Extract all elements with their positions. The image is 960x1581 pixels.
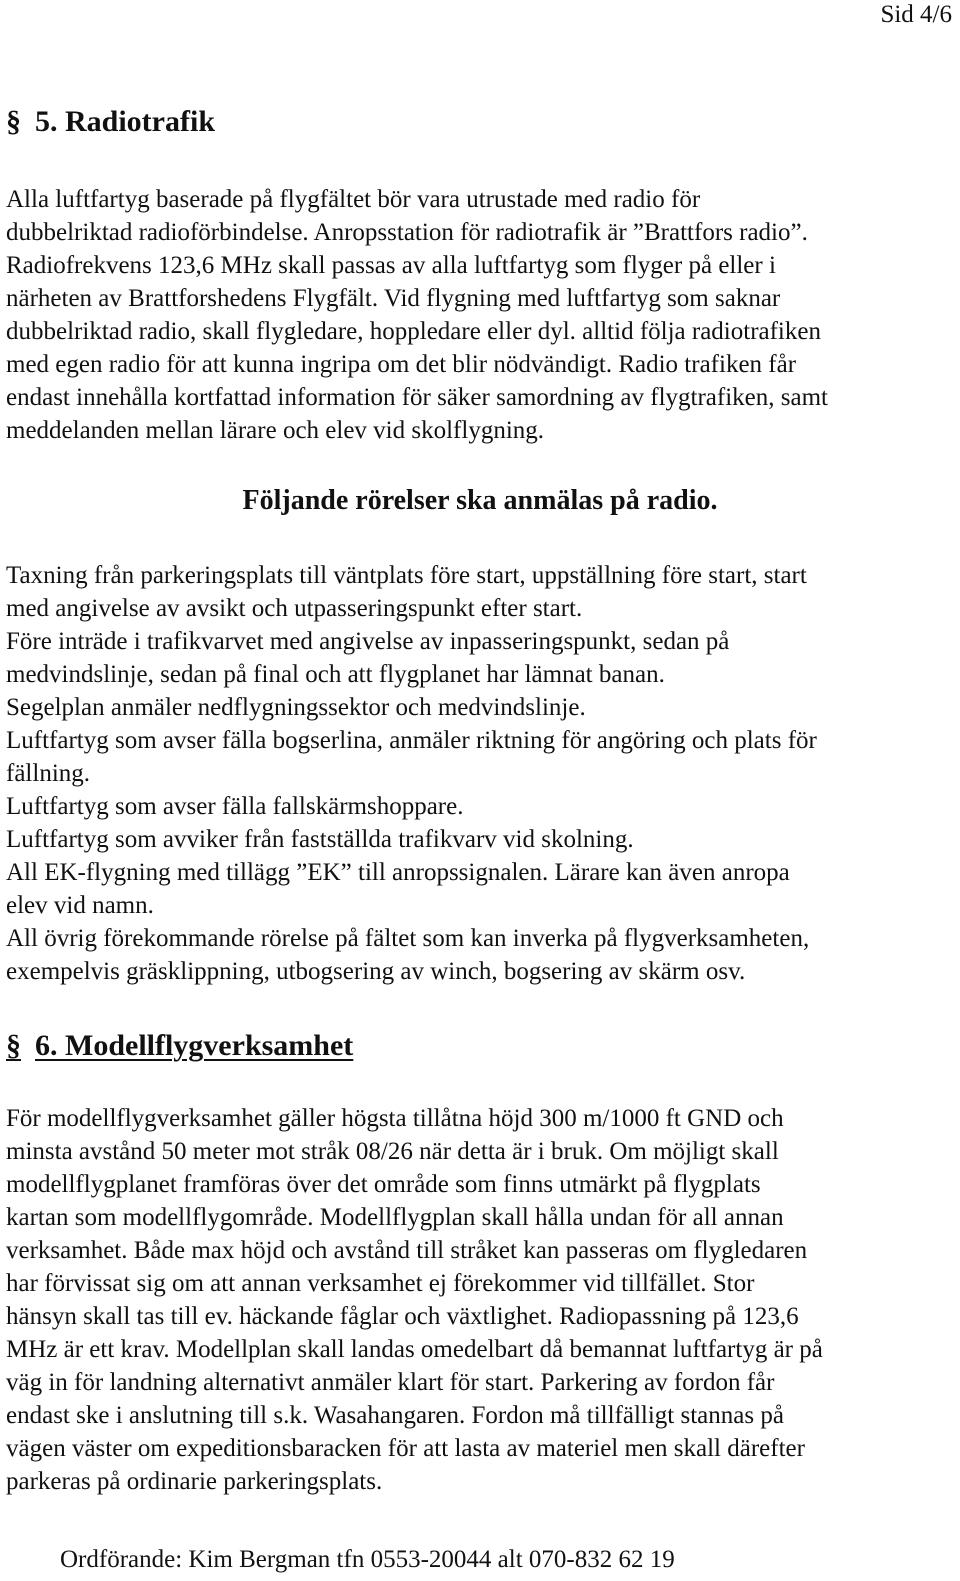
list-item-line: Luftfartyg som avviker från fastställda trafikvarv vid skolning. [6,826,634,853]
paragraph-line: väg in för landning alternativt anmäler klart för start. Parkering av fordon får [6,1369,775,1396]
footer-contact: Ordförande: Kim Bergman tfn 0553-20044 alt 070-832 62 19 [60,1546,675,1573]
paragraph-line: närheten av Brattforshedens Flygfält. Vid flygning med luftfartyg som saknar [6,285,781,312]
paragraph-line: Radiofrekvens 123,6 MHz skall passas av alla luftfartyg som flyger på eller i [6,252,776,279]
paragraph-line: minsta avstånd 50 meter mot stråk 08/26 när detta är i bruk. Om möjligt skall [6,1138,779,1165]
list-item-line: All EK-flygning med tillägg ”EK” till anropssignalen. Lärare kan även anropa [6,859,790,886]
section-symbol: § [6,1029,21,1062]
section-5-heading [6,104,215,140]
section-symbol: § [6,105,21,138]
list-item-line: Luftfartyg som avser fälla fallskärmshoppare. [6,793,464,820]
list-item-line: medvindslinje, sedan på final och att flygplanet har lämnat banan. [6,661,665,688]
section-5-paragraph [6,183,954,447]
list-item-line: elev vid namn. [6,892,154,919]
radio-reporting-subheading: Följande rörelser ska anmälas på radio. [242,485,718,516]
paragraph-line: kartan som modellflygområde. Modellflygplan skall hålla undan för all annan [6,1204,784,1231]
paragraph-line: dubbelriktad radioförbindelse. Anropsstation för radiotrafik är ”Brattfors radio”. [6,219,808,246]
paragraph-line: verksamhet. Både max höjd och avstånd till stråket kan passeras om flygledaren [6,1237,808,1264]
paragraph-line: endast ske i anslutning till s.k. Wasahangaren. Fordon må tillfälligt stannas på [6,1402,784,1429]
paragraph-line: modellflygplanet framföras över det område som finns utmärkt på flygplats [6,1171,761,1198]
paragraph-line: meddelanden mellan lärare och elev vid skolflygning. [6,417,545,444]
list-item-line: fällning. [6,760,91,787]
paragraph-line: parkeras på ordinarie parkeringsplats. [6,1468,383,1495]
page-number: Sid 4/6 [880,1,952,28]
paragraph-line: MHz är ett krav. Modellplan skall landas omedelbart då bemannat luftfartyg är på [6,1336,823,1363]
paragraph-line: vägen väster om expeditionsbaracken för att lasta av materiel men skall därefter [6,1435,805,1462]
paragraph-line: Alla luftfartyg baserade på flygfältet bör vara utrustade med radio för [6,186,701,213]
section-5-title: 5. Radiotrafik [35,105,215,138]
list-item-line: All övrig förekommande rörelse på fältet som kan inverka på flygverksamheten, [6,925,810,952]
section-6-title: 6. Modellflygverksamhet [35,1029,354,1062]
list-item-line: exempelvis gräsklippning, utbogsering av winch, bogsering av skärm osv. [6,958,746,985]
paragraph-line: dubbelriktad radio, skall flygledare, hoppledare eller dyl. alltid följa radiotrafiken [6,318,821,345]
section-6-heading [6,1028,353,1064]
section-6-paragraph [6,1102,954,1498]
paragraph-line: endast innehålla kortfattad information för säker samordning av flygtrafiken, samt [6,384,828,411]
radio-reporting-list [6,559,954,988]
list-item-line: Luftfartyg som avser fälla bogserlina, anmäler riktning för angöring och plats för [6,727,817,754]
paragraph-line: För modellflygverksamhet gäller högsta tillåtna höjd 300 m/1000 ft GND och [6,1105,784,1132]
paragraph-line: hänsyn skall tas till ev. häckande fåglar och växtlighet. Radiopassning på 123,6 [6,1303,799,1330]
list-item-line: med angivelse av avsikt och utpasseringspunkt efter start. [6,595,583,622]
list-item-line: Segelplan anmäler nedflygningssektor och medvindslinje. [6,694,586,721]
list-item-line: Före inträde i trafikvarvet med angivelse av inpasseringspunkt, sedan på [6,628,730,655]
paragraph-line: har förvissat sig om att annan verksamhet ej förekommer vid tillfället. Stor [6,1270,755,1297]
list-item-line: Taxning från parkeringsplats till väntplats före start, uppställning före start, start [6,562,807,589]
paragraph-line: med egen radio för att kunna ingripa om det blir nödvändigt. Radio trafiken får [6,351,797,378]
